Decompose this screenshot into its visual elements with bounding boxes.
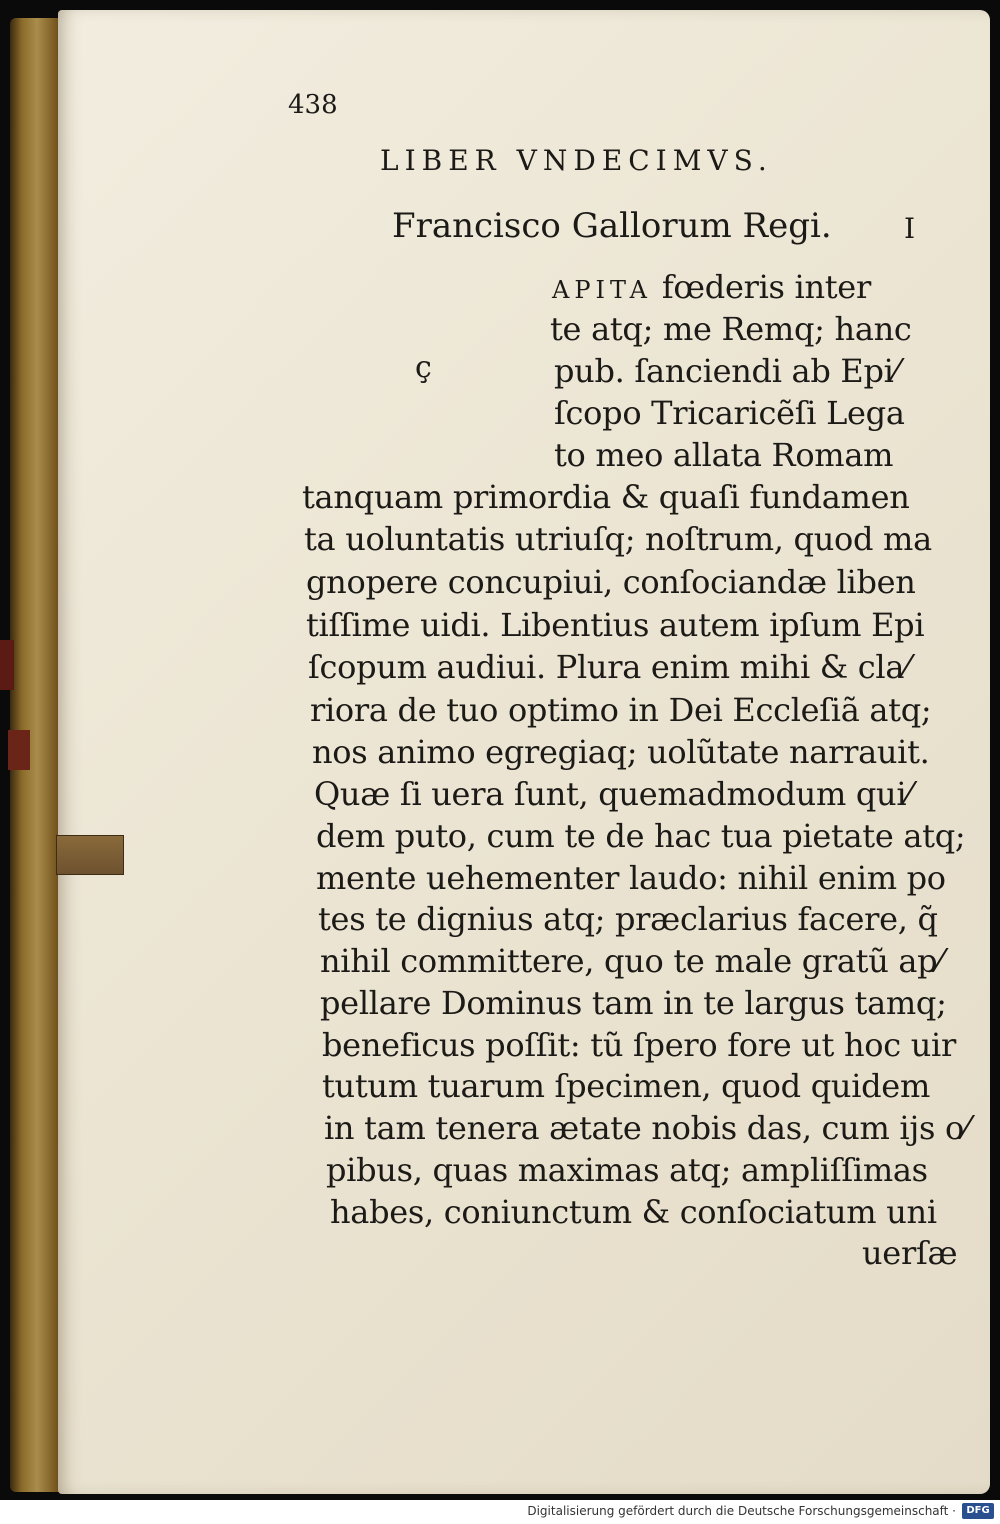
footer-bar — [0, 1500, 1000, 1524]
text-line-1-rest: fœderis inter — [652, 268, 871, 306]
binding-tab-mid — [8, 730, 30, 770]
page-number: 438 — [288, 90, 338, 120]
binding-tab-top — [0, 640, 14, 690]
text-line-22: pibus, quas maximas atq; ampliſſimas — [326, 1151, 928, 1189]
running-head: LIBER VNDECIMVS. — [380, 144, 773, 177]
text-line-15: mente uehementer laudo: nihil enim po — [316, 859, 946, 897]
text-line-16: tes te dignius atq; præclarius facere, q̃ — [318, 900, 938, 938]
text-line-7: ta uoluntatis utriuſq; noſtrum, quod ma — [304, 520, 932, 558]
signature-mark: I — [904, 212, 916, 245]
dfg-logo: DFG — [962, 1503, 994, 1519]
text-line-11: riora de tuo optimo in Dei Eccleſiã atq; — [310, 691, 932, 729]
text-line-14: dem puto, cum te de hac tua pietate atq; — [316, 817, 966, 855]
text-line-4: ſcopo Tricaricẽſi Lega — [554, 394, 905, 432]
text-line-2: te atq; me Remq; hanc — [550, 310, 912, 348]
text-line-3: pub. ſanciendi ab Epi⁄ — [554, 352, 899, 390]
text-line-10: ſcopum audiui. Plura enim mihi & cla⁄ — [308, 648, 910, 686]
text-line-20: tutum tuarum ſpecimen, quod quidem — [322, 1067, 930, 1105]
text-line-6: tanquam primordia & quaſi fundamen — [302, 478, 910, 516]
text-line-18: pellare Dominus tam in te largus tamq; — [320, 984, 947, 1022]
text-line-19: beneficus poſſit: tũ ſpero fore ut hoc uir — [322, 1026, 956, 1064]
text-line-21: in tam tenera ætate nobis das, cum ijs o⁄ — [324, 1109, 969, 1147]
incipit-caps: APITA — [552, 276, 652, 304]
footer-credit: Digitalisierung gefördert durch die Deutsche Forschungsgemeinschaft · — [527, 1504, 956, 1518]
text-line-1 — [552, 268, 871, 306]
text-line-12: nos animo egregiaq; uolũtate narrauit. — [312, 733, 930, 771]
text-line-24: uerſæ — [862, 1234, 958, 1272]
letter-heading: Francisco Gallorum Regi. — [392, 206, 832, 246]
bookmark-strip — [56, 835, 124, 875]
text-line-13: Quæ ſi uera ſunt, quemadmodum qui⁄ — [314, 775, 912, 813]
text-line-17: nihil committere, quo te male gratũ ap⁄ — [320, 942, 943, 980]
text-line-5: to meo allata Romam — [554, 436, 894, 474]
drop-cap-placeholder: ç — [415, 350, 432, 385]
text-line-23: habes, coniunctum & conſociatum uni — [330, 1193, 937, 1231]
text-line-9: tiſſime uidi. Libentius autem ipſum Epi — [306, 606, 925, 644]
text-line-8: gnopere concupiui, conſociandæ liben — [306, 563, 916, 601]
